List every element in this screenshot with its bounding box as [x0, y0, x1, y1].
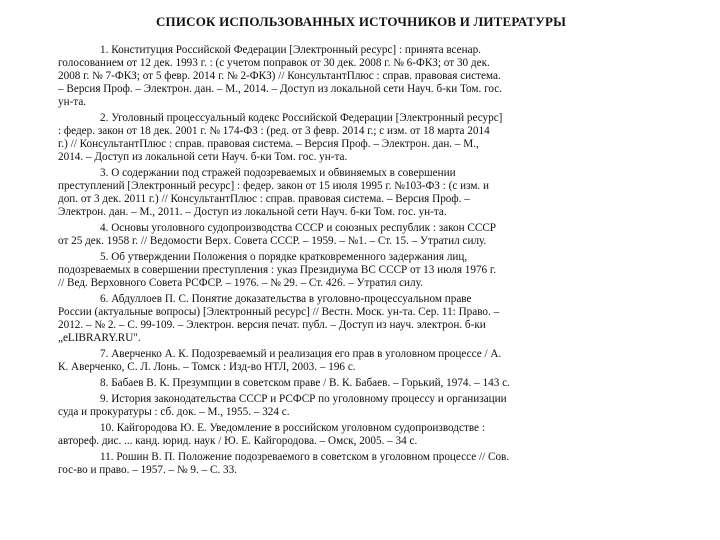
entry-line: 2008 г. № 7-ФКЗ; от 5 февр. 2014 г. № 2-ФКЗ) // КонсультантПлюс : справ. правовая система.	[58, 70, 501, 82]
entry-line: России (актуальные вопросы) [Электронный ресурс] // Вестн. Моск. ун-та. Сер. 11: Право. –	[58, 306, 500, 318]
bibliography-entry	[58, 451, 664, 477]
entry-line: 2. Уголовный процессуальный кодекс Российской Федерации [Электронный ресурс]	[100, 112, 503, 124]
entry-line: К. Аверченко, С. Л. Лонь. – Томск : Изд-во НТЛ, 2003. – 196 с.	[58, 361, 356, 373]
entry-line: 7. Аверченко А. К. Подозреваемый и реализация его прав в уголовном процессе / А.	[100, 348, 502, 360]
entry-line: преступлений [Электронный ресурс] : федер. закон от 15 июля 1995 г. №103-ФЗ : (с изм. и	[58, 180, 490, 192]
entry-line: 6. Абдуллоев П. С. Понятие доказательства в уголовно-процессуальном праве	[100, 293, 472, 305]
entry-line: : федер. закон от 18 дек. 2001 г. № 174-ФЗ : (ред. от 3 февр. 2014 г.; с изм. от 18 марта 2014	[58, 125, 490, 137]
bibliography-entry	[58, 112, 664, 164]
entry-line: 1. Конституция Российской Федерации [Электронный ресурс] : принята всенар.	[100, 44, 481, 56]
entry-line: 9. История законодательства СССР и РСФСР по уголовному процессу и организации	[100, 393, 507, 405]
bibliography-entry	[58, 251, 664, 290]
bibliography-entry	[58, 377, 664, 390]
entry-line: „eLIBRARY.RU".	[58, 332, 141, 344]
entry-line: 3. О содержании под стражей подозреваемых и обвиняемых в совершении	[100, 167, 456, 179]
entry-line: // Вед. Верховного Совета РСФСР. – 1976. – № 29. – Ст. 426. – Утратил силу.	[58, 277, 423, 289]
bibliography-entry	[58, 222, 664, 248]
entry-line: г.) // КонсультантПлюс : справ. правовая система. – Версия Проф. – Электрон. дан. – М.,	[58, 138, 479, 150]
entry-line: 4. Основы уголовного судопроизводства СССР и союзных республик : закон СССР	[100, 222, 497, 234]
bibliography-entry	[58, 348, 664, 374]
entry-line: 5. Об утверждении Положения о порядке кратковременного задержания лиц,	[100, 251, 468, 263]
entry-line: доп. от 3 дек. 2011 г.) // КонсультантПлюс : справ. правовая система. – Версия Проф. –	[58, 193, 470, 205]
entry-line: 2014. – Доступ из локальной сети Науч. б-ки Том. гос. ун-та.	[58, 151, 348, 163]
entry-line: суда и прокуратуры : сб. док. – М., 1955. – 324 с.	[58, 406, 290, 418]
entry-line: 8. Бабаев В. К. Презумпции в советском праве / В. К. Бабаев. – Горький, 1974. – 143 с.	[100, 377, 510, 389]
entry-line: Электрон. дан. – М., 2011. – Доступ из локальной сети Науч. б-ки Том. гос. ун-та.	[58, 206, 447, 218]
page-title: СПИСОК ИСПОЛЬЗОВАННЫХ ИСТОЧНИКОВ И ЛИТЕРАТУРЫ	[155, 14, 567, 29]
entry-line: автореф. дис. ... канд. юрид. наук / Ю. Е. Кайгородова. – Омск, 2005. – 34 с.	[58, 435, 418, 447]
bibliography-list	[58, 44, 664, 477]
entry-line: голосованием от 12 дек. 1993 г. : (с учетом поправок от 30 дек. 2008 г. № 6-ФКЗ; от 30 дек.	[58, 57, 490, 69]
bibliography-entry	[58, 293, 664, 345]
bibliography-entry	[58, 167, 664, 219]
bibliography-entry	[58, 393, 664, 419]
entry-line: 10. Кайгородова Ю. Е. Уведомление в российском уголовном судопроизводстве :	[100, 422, 485, 434]
entry-line: гос-во и право. – 1957. – № 9. – С. 33.	[58, 464, 238, 476]
entry-line: от 25 дек. 1958 г. // Ведомости Верх. Совета СССР. – 1959. – №1. – Ст. 15. – Утратил силу.	[58, 235, 487, 247]
document-page	[58, 8, 664, 480]
bibliography-entry	[58, 422, 664, 448]
entry-line: – Версия Проф. – Электрон. дан. – М., 2014. – Доступ из локальной сети Науч. б-ки Том. гос.	[58, 83, 503, 95]
entry-line: 2012. – № 2. – С. 99-109. – Электрон. версия печат. публ. – Доступ из науч. электрон. б-ки	[58, 319, 486, 331]
entry-line: ун-та.	[58, 96, 87, 108]
entry-line: подозреваемых в совершении преступления : указ Президиума ВС СССР от 13 июля 1976 г.	[58, 264, 497, 276]
bibliography-entry	[58, 44, 664, 109]
entry-line: 11. Рошин В. П. Положение подозреваемого в советском в уголовном процессе // Сов.	[100, 451, 510, 463]
